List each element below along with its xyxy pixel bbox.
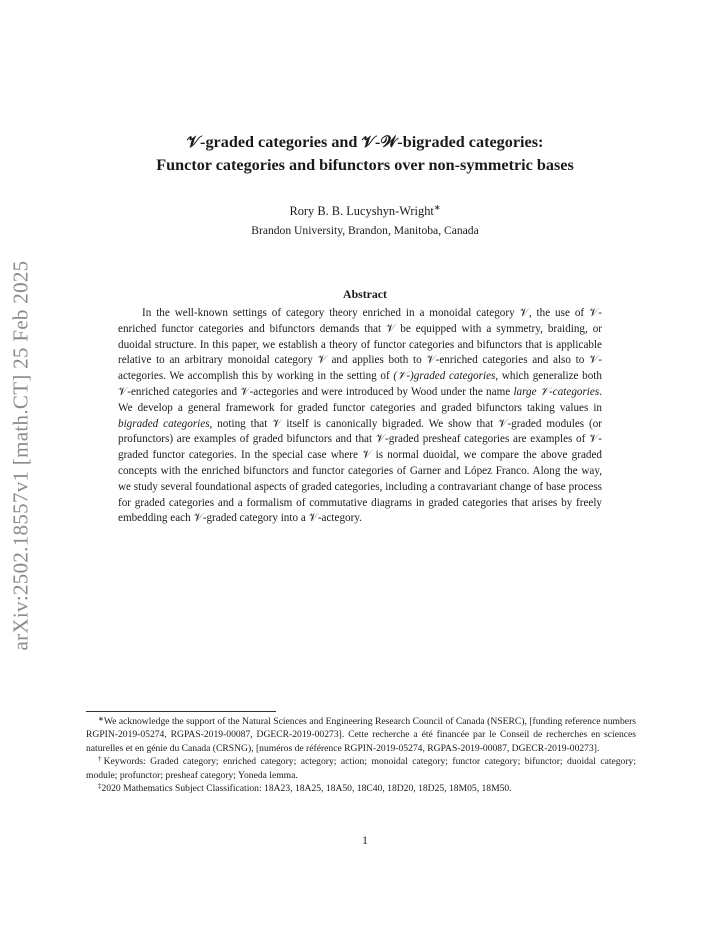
abstract-text: , which generalize both 𝒱-enriched categories and 𝒱-actegories and were introduced by Wood under the name bbox=[118, 370, 602, 398]
footnote-text: 2020 Mathematics Subject Classification: 18A23, 18A25, 18A50, 18C40, 18D20, 18D25, 18M05, 18M50. bbox=[101, 783, 512, 795]
author-block bbox=[80, 198, 650, 241]
title-line-1: 𝒱-graded categories and 𝒱-𝒲-bigraded categories: bbox=[186, 133, 544, 151]
abstract-text: , noting that 𝒱 itself is canonically bigraded. We show that 𝒱-graded modules (or profunctors) are examples of graded bifunctors and that 𝒱-graded presheaf categories are examples of 𝒱-graded functor categories. In the special case where 𝒱 is normal duoidal, we compare the above graded concepts with the enriched bifunctors and functor categories of Garner and López Franco. Along the way, we study several foundational aspects of graded categories, including a contravariant change of base process for graded categories and a formalism of commutative diagrams in graded categories that arises by freely embedding each 𝒱-graded category into a 𝒱-actegory. bbox=[118, 417, 602, 525]
footnote-text: We acknowledge the support of the Natural Sciences and Engineering Research Council of Canada (NSERC), [funding reference numbers RGPIN-2019-05274, RGPAS-2019-00087, DGECR-2019-00273]. Cette recherche a été financée par le Conseil de recherches en sciences naturelles et en génie du Canada (CRSNG), [numéros de référence RGPIN-2019-05274, RGPAS-2019-00087, DGECR-2019-00273]. bbox=[86, 716, 636, 754]
footnote-text: Keywords: Graded category; enriched category; actegory; action; monoidal category; functor category; bifunctor; duoidal category; module; profunctor; presheaf category; Yoneda lemma. bbox=[86, 756, 637, 781]
abstract-body bbox=[118, 306, 602, 527]
arxiv-stamp bbox=[2, 235, 40, 675]
abstract-heading: Abstract bbox=[343, 287, 387, 301]
abstract-text: . We develop a general framework for graded functor categories and graded bifunctors taking values in bbox=[118, 385, 602, 414]
author-name-line bbox=[80, 198, 650, 221]
author-footnote-mark: ∗ bbox=[433, 203, 441, 212]
page-number: 1 bbox=[362, 835, 368, 847]
footnotes bbox=[86, 715, 636, 795]
abstract-italic-term: bigraded categories bbox=[118, 417, 210, 430]
author-name: Rory B. B. Lucyshyn-Wright bbox=[289, 204, 434, 219]
footnote-rule bbox=[86, 711, 276, 712]
footnote-mark: ∗ bbox=[98, 715, 104, 723]
arxiv-stamp-text: arXiv:2502.18557v1 [math.CT] 25 Feb 2025 bbox=[8, 260, 33, 650]
footnote bbox=[86, 782, 636, 795]
title-line-2: Functor categories and bifunctors over non-symmetric bases bbox=[156, 156, 574, 174]
footnote-mark: ‡ bbox=[98, 782, 102, 791]
author-affiliation: Brandon University, Brandon, Manitoba, Canada bbox=[251, 224, 479, 238]
paper-title bbox=[80, 131, 650, 177]
abstract-italic-term: (𝒱-)graded categories bbox=[393, 370, 496, 383]
abstract-italic-term: large 𝒱-categories bbox=[513, 385, 600, 398]
footnote-mark: † bbox=[98, 755, 104, 764]
abstract-text: In the well-known settings of category theory enriched in a monoidal category 𝒱, the use of 𝒱-enriched functor categories and bifunctors demands that 𝒱 be equipped with a symmetry, braiding, or duoidal structure. In this paper, we establish a theory of functor categories and bifunctors that is applicable relative to an arbitrary monoidal category 𝒱 and applies both to 𝒱-enriched categories and also to 𝒱-actegories. We accomplish this by working in the setting of bbox=[118, 307, 602, 383]
footnote bbox=[86, 715, 636, 755]
footnote bbox=[86, 755, 636, 782]
